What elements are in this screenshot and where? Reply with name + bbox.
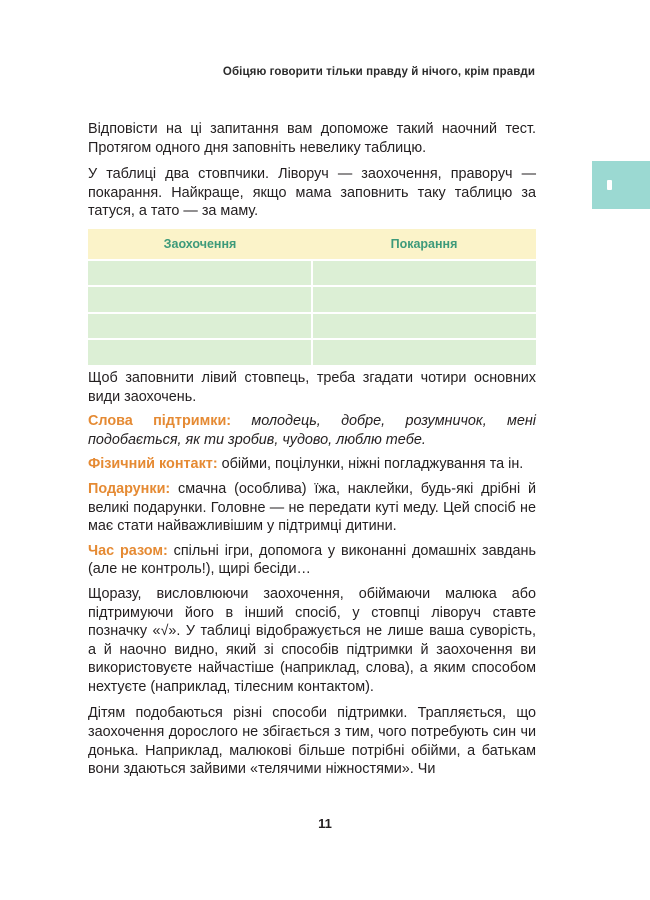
- list-item-words: [88, 412, 536, 449]
- paragraph-intro-2: У таблиці два стовпчики. Ліворуч — заохочення, праворуч — покарання. Найкраще, якщо мама заповнить таку таблицю за татуся, а тато — за маму.: [88, 166, 536, 220]
- table-cell: [311, 314, 536, 339]
- table-header-row: [88, 229, 536, 259]
- item-text-words: молодець, добре, розумничок, мені подобається, як ти зробив, чудово, люблю тебе.: [88, 413, 536, 448]
- column-header-punishments: Покарання: [390, 236, 458, 251]
- table-cell: [88, 287, 311, 312]
- table-cell: [88, 261, 311, 286]
- list-item-time: [88, 542, 536, 579]
- rewards-punishments-table: [88, 229, 536, 365]
- list-item-physical: [88, 455, 536, 474]
- item-text-time: спільні ігри, допомога у виконанні домашніх завдань (але не контроль!), щирі бесіди…: [88, 542, 536, 578]
- paragraph-preferences: Дітям подобаються різні способи підтримки. Трапляється, що заохочення дорослого не збігається з тим, чого потребують син чи донька. Наприклад, малюкові більше потрібні обійми, а батькам вони здаються зайвими «телячими ніжностями». Чи: [88, 705, 536, 778]
- table-cell: [88, 314, 311, 339]
- item-label-words: Слова підтримки:: [88, 413, 232, 430]
- page-number: 11: [318, 816, 332, 831]
- item-label-gifts: Подарунки:: [88, 480, 171, 497]
- table-cell: [311, 261, 536, 286]
- chapter-tab: [592, 161, 650, 209]
- table-row: [88, 338, 536, 365]
- paragraph-marking: Щоразу, висловлюючи заохочення, обіймаючи малюка або підтримуючи його в інший спосіб, у стовпці ліворуч ставте позначку «√». У таблиці відображується не лише ваша суворість, а й наочно видно, який зі способів підтримки й заохочення ви використовуєте найчастіше (наприклад, слова), а яким способом нехтуєте (наприклад, тілесним контактом).: [88, 585, 536, 695]
- item-text-physical: обійми, поцілунки, ніжні погладжування та ін.: [217, 456, 524, 473]
- column-header-rewards: Заохочення: [163, 236, 237, 251]
- paragraph-intro-1: Відповісти на ці запитання вам допоможе такий наочний тест. Протягом одного дня заповніть невелику таблицю.: [88, 121, 536, 156]
- table-cell: [311, 287, 536, 312]
- table-cell: [311, 340, 536, 365]
- table-cell: [88, 340, 311, 365]
- item-text-gifts: смачна (особлива) їжа, наклейки, будь-які дрібні й великі подарунки. Головне — не передати куті меду. Цей спосіб не має стати найважливішим у підтримці дитини.: [88, 480, 536, 535]
- list-item-gifts: [88, 480, 536, 536]
- running-title: Обіцяю говорити тільки правду й нічого, крім правди: [222, 66, 535, 78]
- table-row: [88, 285, 536, 312]
- table-row: [88, 312, 536, 339]
- item-label-physical: Фізичний контакт:: [88, 456, 218, 473]
- item-label-time: Час разом:: [88, 542, 168, 559]
- page-content: [88, 120, 536, 787]
- table-row: [88, 259, 536, 286]
- paragraph-four-types: Щоб заповнити лівий стовпець, треба згадати чотири основних види заохочень.: [88, 369, 536, 405]
- chapter-mark-icon: [607, 180, 612, 190]
